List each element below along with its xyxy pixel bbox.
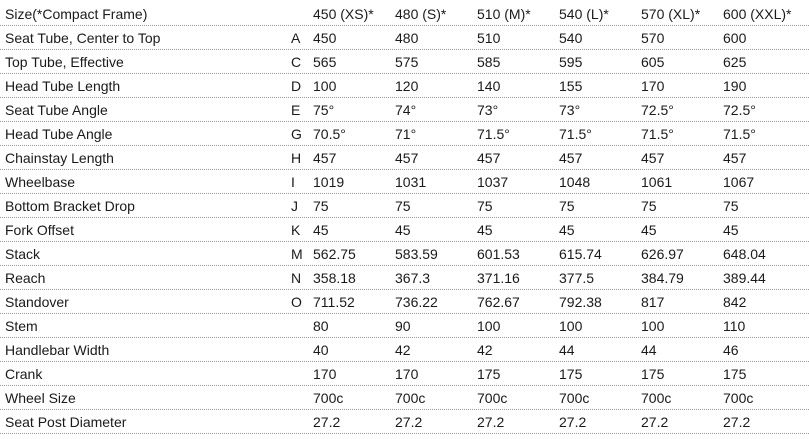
row-value: 615.74 <box>559 246 602 262</box>
header-size-3: 540 (L)* <box>559 6 609 22</box>
header-size-label: Size(*Compact Frame) <box>5 6 148 22</box>
header-letter-spacer <box>291 2 309 25</box>
row-value: 72.5° <box>641 102 674 118</box>
row-value: 457 <box>477 150 501 166</box>
row-value: 45 <box>313 222 329 238</box>
table-row <box>0 74 809 98</box>
row-value: 90 <box>395 318 411 334</box>
row-value: 71.5° <box>559 126 592 142</box>
row-label: Crank <box>5 366 43 382</box>
row-letter <box>291 386 309 409</box>
table-row <box>0 338 809 362</box>
row-label: Handlebar Width <box>5 342 110 358</box>
row-letter: M <box>291 246 303 262</box>
row-label: Chainstay Length <box>5 150 114 166</box>
row-letter <box>291 338 309 361</box>
table-row <box>0 362 809 386</box>
header-size-0: 450 (XS)* <box>313 6 374 22</box>
table-row <box>0 98 809 122</box>
row-value: 100 <box>313 78 337 94</box>
row-value: 585 <box>477 54 501 70</box>
row-value: 600 <box>723 30 747 46</box>
row-value: 45 <box>641 222 657 238</box>
header-size-5: 600 (XXL)* <box>723 6 792 22</box>
row-value: 190 <box>723 78 747 94</box>
row-value: 457 <box>723 150 747 166</box>
row-value: 75 <box>313 198 329 214</box>
row-value: 71.5° <box>723 126 756 142</box>
row-value: 73° <box>477 102 499 118</box>
table-row <box>0 218 809 242</box>
row-value: 155 <box>559 78 583 94</box>
row-letter <box>291 314 309 337</box>
row-label: Wheelbase <box>5 174 76 190</box>
row-label: Bottom Bracket Drop <box>5 198 135 214</box>
row-value: 510 <box>477 30 501 46</box>
row-letter: D <box>291 78 302 94</box>
row-value: 44 <box>559 342 575 358</box>
header-size-2: 510 (M)* <box>477 6 531 22</box>
row-label: Top Tube, Effective <box>5 54 124 70</box>
row-value: 27.2 <box>313 414 341 430</box>
row-value: 140 <box>477 78 501 94</box>
row-value: 700c <box>559 390 590 406</box>
row-value: 70.5° <box>313 126 346 142</box>
row-letter <box>291 410 309 433</box>
row-value: 100 <box>559 318 583 334</box>
row-label: Reach <box>5 270 46 286</box>
row-value: 1037 <box>477 174 509 190</box>
row-label: Head Tube Angle <box>5 126 113 142</box>
row-value: 605 <box>641 54 665 70</box>
table-row <box>0 26 809 50</box>
row-value: 736.22 <box>395 294 438 310</box>
row-value: 100 <box>477 318 501 334</box>
table-header-row <box>0 2 809 26</box>
row-value: 700c <box>477 390 508 406</box>
row-value: 700c <box>723 390 754 406</box>
row-value: 626.97 <box>641 246 684 262</box>
row-value: 565 <box>313 54 337 70</box>
row-value: 72.5° <box>723 102 756 118</box>
row-value: 358.18 <box>313 270 356 286</box>
row-value: 583.59 <box>395 246 438 262</box>
row-value: 457 <box>559 150 583 166</box>
row-value: 75 <box>477 198 493 214</box>
header-size-1: 480 (S)* <box>395 6 447 22</box>
row-value: 75 <box>723 198 739 214</box>
row-label: Standover <box>5 294 69 310</box>
table-row <box>0 194 809 218</box>
table-row <box>0 386 809 410</box>
row-value: 74° <box>395 102 417 118</box>
row-value: 762.67 <box>477 294 520 310</box>
row-value: 367.3 <box>395 270 431 286</box>
row-value: 389.44 <box>723 270 766 286</box>
row-value: 27.2 <box>395 414 423 430</box>
row-letter: I <box>291 174 295 190</box>
row-value: 792.38 <box>559 294 602 310</box>
row-value: 45 <box>395 222 411 238</box>
table-row <box>0 290 809 314</box>
row-value: 175 <box>477 366 501 382</box>
row-value: 700c <box>641 390 672 406</box>
table-row <box>0 146 809 170</box>
row-value: 170 <box>313 366 337 382</box>
table-row <box>0 170 809 194</box>
row-label: Stem <box>5 318 38 334</box>
row-value: 45 <box>477 222 493 238</box>
row-value: 648.04 <box>723 246 766 262</box>
row-value: 377.5 <box>559 270 595 286</box>
row-value: 71.5° <box>477 126 510 142</box>
row-label: Head Tube Length <box>5 78 121 94</box>
row-value: 700c <box>395 390 426 406</box>
row-value: 575 <box>395 54 419 70</box>
row-value: 1048 <box>559 174 591 190</box>
row-value: 42 <box>477 342 493 358</box>
row-value: 42 <box>395 342 411 358</box>
row-label: Seat Post Diameter <box>5 414 127 430</box>
row-value: 384.79 <box>641 270 684 286</box>
row-value: 71° <box>395 126 417 142</box>
table-row <box>0 50 809 74</box>
row-value: 27.2 <box>559 414 587 430</box>
row-letter: H <box>291 150 302 166</box>
row-value: 73° <box>559 102 581 118</box>
row-value: 1019 <box>313 174 345 190</box>
row-value: 75 <box>641 198 657 214</box>
row-value: 45 <box>723 222 739 238</box>
row-value: 842 <box>723 294 747 310</box>
row-label: Stack <box>5 246 41 262</box>
row-value: 75 <box>559 198 575 214</box>
row-value: 46 <box>723 342 739 358</box>
row-letter: N <box>291 270 302 286</box>
row-label: Wheel Size <box>5 390 76 406</box>
row-value: 457 <box>395 150 419 166</box>
row-letter: O <box>291 294 302 310</box>
row-label: Fork Offset <box>5 222 74 238</box>
row-letter: G <box>291 126 302 142</box>
row-letter: K <box>291 222 301 238</box>
row-value: 540 <box>559 30 583 46</box>
row-value: 371.16 <box>477 270 520 286</box>
row-value: 27.2 <box>723 414 751 430</box>
row-value: 625 <box>723 54 747 70</box>
row-value: 175 <box>641 366 665 382</box>
table-row <box>0 122 809 146</box>
row-value: 570 <box>641 30 665 46</box>
row-value: 1031 <box>395 174 427 190</box>
row-value: 75 <box>395 198 411 214</box>
row-letter <box>291 362 309 385</box>
row-value: 170 <box>395 366 419 382</box>
header-size-4: 570 (XL)* <box>641 6 701 22</box>
row-value: 457 <box>313 150 337 166</box>
row-value: 601.53 <box>477 246 520 262</box>
row-letter: E <box>291 102 301 118</box>
row-value: 75° <box>313 102 335 118</box>
row-value: 40 <box>313 342 329 358</box>
row-letter: A <box>291 30 301 46</box>
row-value: 110 <box>723 318 746 334</box>
row-value: 45 <box>559 222 575 238</box>
row-value: 700c <box>313 390 344 406</box>
row-value: 175 <box>559 366 583 382</box>
row-label: Seat Tube Angle <box>5 102 108 118</box>
row-value: 44 <box>641 342 657 358</box>
row-value: 170 <box>641 78 665 94</box>
row-value: 450 <box>313 30 337 46</box>
row-value: 100 <box>641 318 665 334</box>
row-value: 562.75 <box>313 246 356 262</box>
row-value: 27.2 <box>641 414 669 430</box>
row-value: 71.5° <box>641 126 674 142</box>
row-value: 175 <box>723 366 747 382</box>
row-value: 711.52 <box>313 294 355 310</box>
row-value: 595 <box>559 54 583 70</box>
table-row <box>0 266 809 290</box>
row-value: 480 <box>395 30 419 46</box>
row-value: 1061 <box>641 174 673 190</box>
row-letter: J <box>291 198 298 214</box>
row-value: 457 <box>641 150 665 166</box>
row-value: 817 <box>641 294 665 310</box>
row-letter: C <box>291 54 302 70</box>
row-value: 27.2 <box>477 414 505 430</box>
row-value: 80 <box>313 318 329 334</box>
row-value: 120 <box>395 78 419 94</box>
table-row <box>0 314 809 338</box>
row-value: 1067 <box>723 174 755 190</box>
table-row <box>0 410 809 434</box>
table-row <box>0 242 809 266</box>
row-label: Seat Tube, Center to Top <box>5 30 161 46</box>
